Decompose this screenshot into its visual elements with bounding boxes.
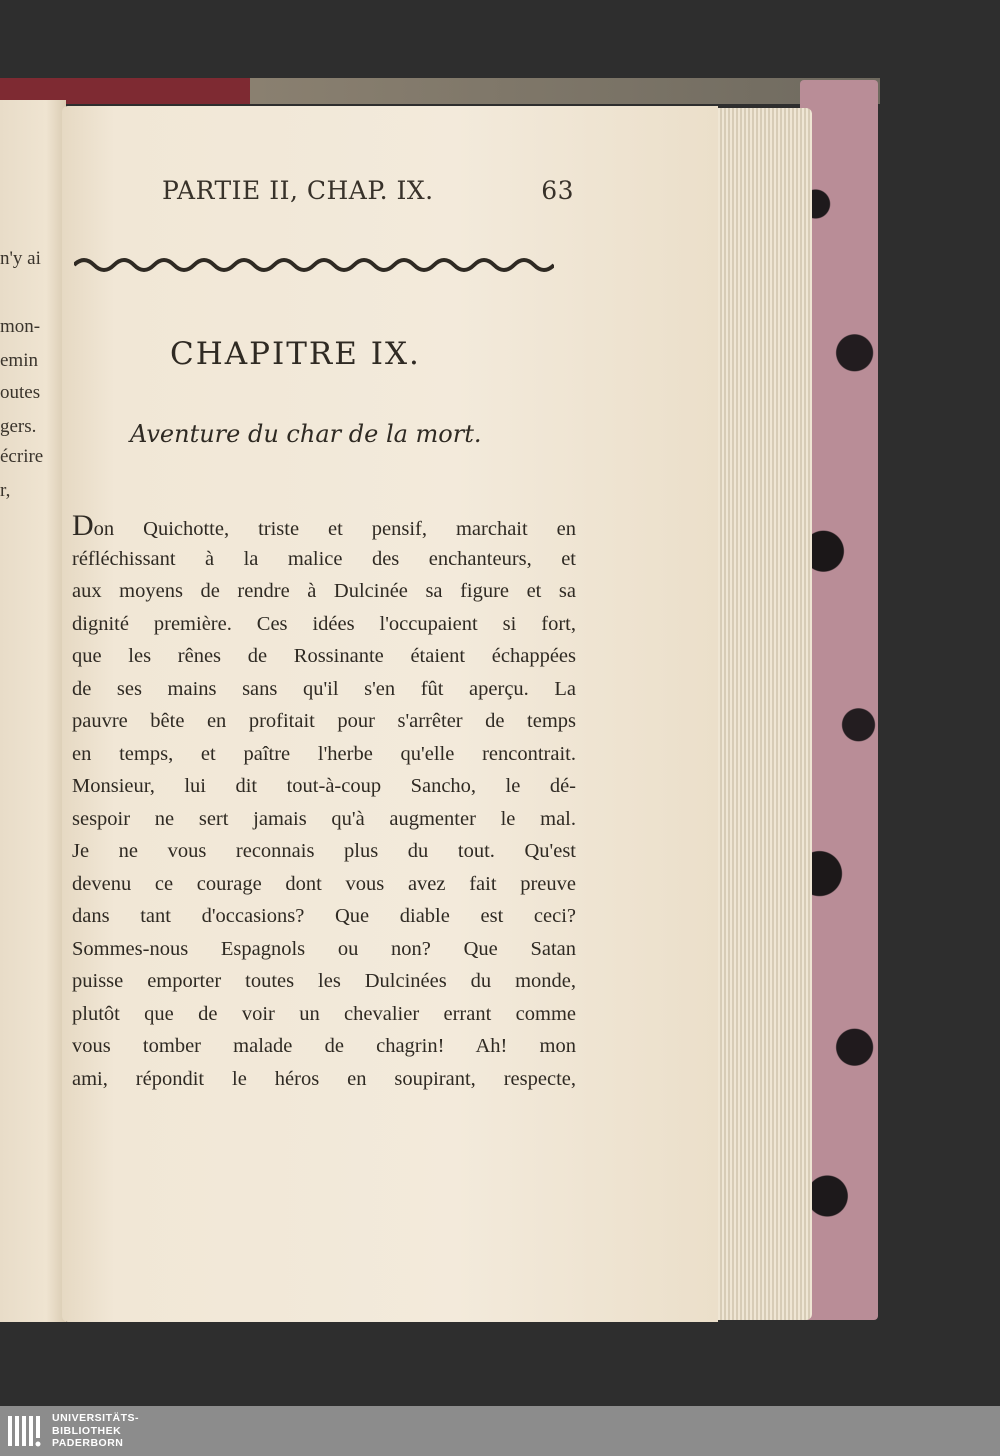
left-page-fragment: outes — [0, 382, 41, 403]
page-edges — [716, 108, 812, 1320]
logo-line: PADERBORN — [52, 1437, 124, 1449]
page-number: 63 — [541, 176, 574, 205]
text-line: dignité première. Ces idées l'occupaient si fort, — [72, 612, 576, 635]
logo-line: UNIVERSITÄTS- — [52, 1412, 140, 1424]
text-line: Je ne vous reconnais plus du tout. Qu'est — [72, 840, 576, 862]
text-line: en temps, et paître l'herbe qu'elle rencontrait. — [72, 742, 576, 765]
text-line: que les rênes de Rossinante étaient échappées — [72, 645, 576, 667]
left-page-fragment: gers. — [0, 416, 37, 437]
library-logo-text — [52, 1412, 139, 1450]
text-line: Monsieur, lui dit tout-à-coup Sancho, le dé- — [72, 775, 576, 797]
text-line: plutôt que de voir un chevalier errant comme — [72, 1002, 576, 1025]
text-line: ami, répondit le héros en soupirant, respecte, — [72, 1067, 576, 1090]
text-line: aux moyens de rendre à Dulcinée sa figure et sa — [72, 580, 576, 602]
text-line: réfléchissant à la malice des enchanteurs, et — [72, 547, 576, 570]
text-line: pauvre bête en profitait pour s'arrêter de temps — [72, 710, 576, 732]
left-page-fragment: r, — [0, 480, 11, 501]
running-head-title: PARTIE II, CHAP. IX. — [162, 176, 434, 205]
left-page-fragment: écrire — [0, 446, 44, 467]
body-text — [72, 510, 576, 1095]
footer-bar — [0, 1406, 1000, 1456]
logo-line: BIBLIOTHEK — [52, 1424, 122, 1437]
text-line: dans tant d'occasions? Que diable est ceci? — [72, 905, 576, 927]
text-line: Don Quichotte, triste et pensif, marchait en — [72, 509, 576, 542]
ornament-divider — [74, 252, 554, 278]
text-line: de ses mains sans qu'il s'en fût aperçu. La — [72, 677, 576, 700]
chapter-subtitle: Aventure du char de la mort. — [130, 420, 482, 448]
running-head — [162, 176, 574, 210]
text-line: sespoir ne sert jamais qu'à augmenter le mal. — [72, 807, 576, 830]
left-page-fragment: mon- — [0, 316, 41, 337]
text-line: devenu ce courage dont vous avez fait preuve — [72, 872, 576, 895]
text-line: Sommes-nous Espagnols ou non? Que Satan — [72, 937, 576, 960]
text-line: vous tomber malade de chagrin! Ah! mon — [72, 1035, 576, 1057]
left-page — [0, 100, 66, 1322]
left-page-fragment: emin — [0, 350, 38, 371]
book-spine-top — [0, 78, 880, 104]
chapter-title: CHAPITRE IX. — [170, 336, 421, 372]
left-page-fragment: n'y ai — [0, 248, 41, 269]
text-line: puisse emporter toutes les Dulcinées du monde, — [72, 970, 576, 992]
library-logo-icon — [6, 1412, 44, 1450]
